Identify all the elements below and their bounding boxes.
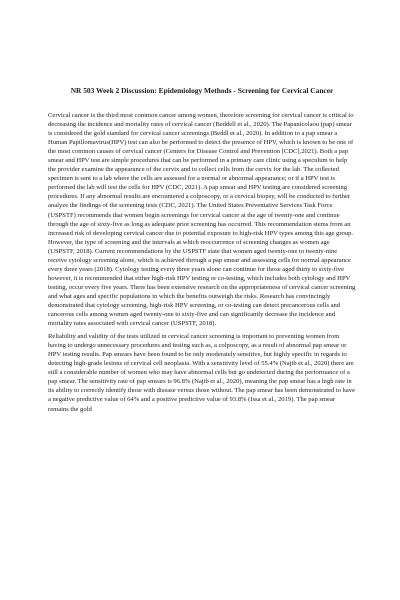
document-title: NR 503 Week 2 Discussion: Epidemiology Methods - Screening for Cervical Cancer <box>70 86 334 95</box>
paragraph-reliability-validity: Reliability and validity of the tests utilized in cervical cancer screening is important to preventing women from having to undergo unnecessary procedures and testing such as, a colposcopy, as a result of abnormal pap smear or HPV testing results. Pap smears have been found to be only moderately sensitive, but highly specific in regards to detecting high-grade lesions of cervical cell neoplasia. With a sensitivity level of 55.4% (Najib et al., 2020) there are still a considerable number of women who may have abnormal cells but go undetected during the performance of a pap smear. The sensitivity rate of pap smears is 96.8% (Najib et al., 2020), meaning the pap smear has a high rate in its ability to correctly identify those with disease versus those without. The pap smear has been demonstrated to have a negative predictive value of 64% and a positive predictive value of 93.8% (Issa et al., 2019). The pap smear remains the gold <box>48 333 355 413</box>
paragraph-screening-overview: Cervical cancer is the third most common cancer among women, therefore screening for cervical cancer is critical to decreasing the incidence and mortality rates of cervical cancer (Beddell et al., 2020). The Papanicolaou (pap) smear is considered the gold standard for cervical cancer screenings (Beddl et al., 2020). In addition to a pap smear a Human Papillomavirus(HPV) test can also be performed to detect the presence of HPV, which is known to be one of the most common causes of cervical cancer (Centers for Disease Control and Prevention [CDC],2021). Both a pap smear and HPV test are simple procedures that can be performed in a primary care clinic using a speculum to help the provider examine the appearance of the cervix and to collect cells from the cervix for the lab. The collected specimen is sent to a lab where the cells are assessed for a normal or abnormal appearance; or if a HPV test is performed the lab will test the cells for HPV (CDC, 2021). A pap smear and HPV testing are considered screening procedures. If any abnormal results are encountered a colposcopy, or a cervical biopsy, will be conducted to further analyze the findings of the screening tests (CDC, 2021). The United States Preventative Services Task Force (USPSTF) recommends that women begin screenings for cervical cancer at the age of twenty-one and continue through the age of sixty-five as long as adequate prior screening has occurred. This recommendation stems from an increased risk of developing cervical cancer due to potential exposure to high-risk HPV types among this age group. However, the type of screening and the intervals at which reoccurrence of screening changes as women age (USPSTF, 2018). Current recommendations by the USPSTF state that women aged twenty-one to twenty-nine receive cytology screening alone, which is achieved through a pap smear and assessing cells for normal appearance every three years (2018). Cytology testing every three years alone can continue for those aged thirty to sixty-five however, it is recommended that either high-risk HPV testing or co-testing, which includes both cytology and HPV testing, occur every five years. There has been extensive research on the appropriateness of cervical cancer screening and what ages and specific populations in which the benefits outweigh the risks. Research has convincingly demonstrated that cytology screening, high-risk HPV screening, or co-testing can detect precancerous cells and cancerous cells among women aged twenty-one to sixty-five and can significantly decrease the incidence and mortality rates associated with cervical cancer (USPSTF, 2018). <box>48 112 356 328</box>
